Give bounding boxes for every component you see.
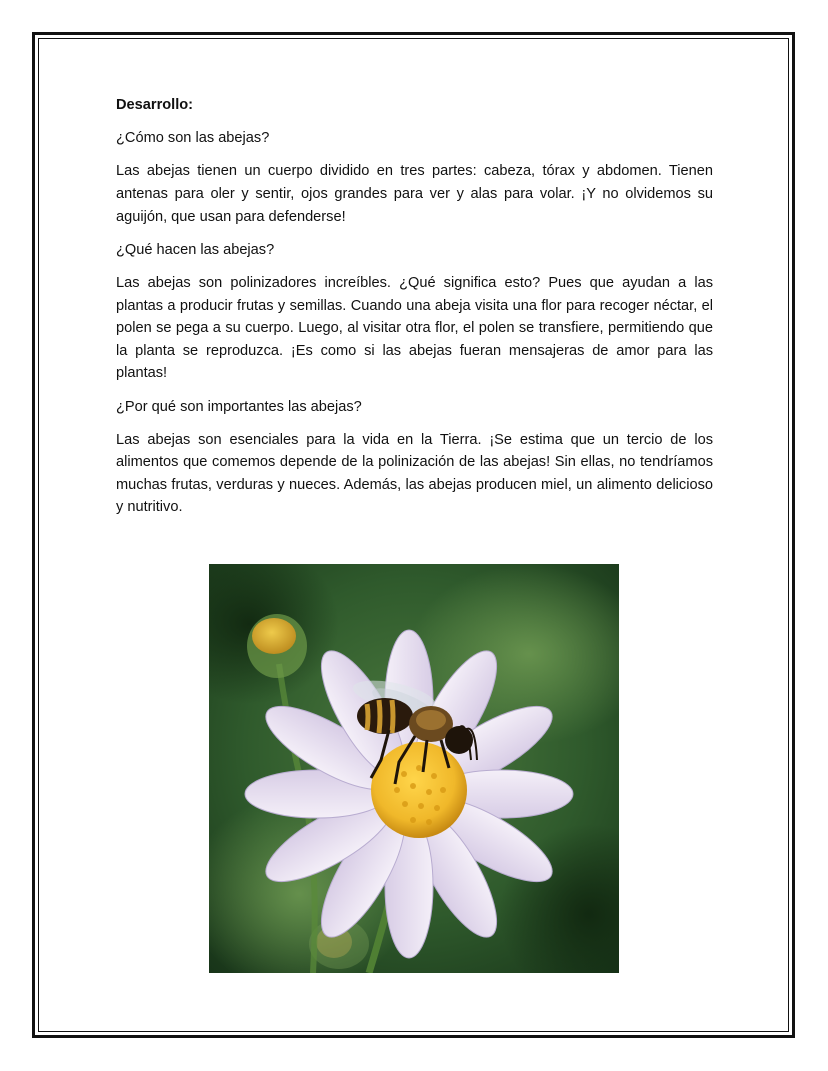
question-heading-2: ¿Qué hacen las abejas?: [116, 241, 275, 258]
section-title: Desarrollo:: [116, 97, 194, 113]
paragraph-3: Las abejas son esenciales para la vida en la Tierra. ¡Se estima que un tercio de los alimentos que comemos depende de la polinización de las abejas! Sin ellas, no tendríamos muchas frutas, verduras y nueces. Además, las abejas producen miel, un alimento delicioso y nutritivo.: [116, 431, 713, 516]
paragraph-1: Las abejas tienen un cuerpo dividido en tres partes: cabeza, tórax y abdomen. Tienen antenas para oler y sentir, ojos grandes para ver y alas para volar. ¡Y no olvidemos su aguijón, que usan para defenderse!: [116, 163, 713, 225]
bee-on-flower-photo: [209, 564, 619, 973]
question-heading-3: ¿Por qué son importantes las abejas?: [116, 398, 362, 415]
paragraph-2: Las abejas son polinizadores increíbles. ¿Qué significa esto? Pues que ayudan a las plantas a producir frutas y semillas. Cuando una abeja visita una flor para recoger néctar, el polen se pega a su cuerpo. Luego, al visitar otra flor, el polen se transfiere, permitiendo que la planta se reproduzca. ¡Es como si las abejas fueran mensajeras de amor para las plantas!: [116, 274, 713, 382]
question-heading-1: ¿Cómo son las abejas?: [116, 130, 270, 147]
document-body: [116, 94, 713, 530]
